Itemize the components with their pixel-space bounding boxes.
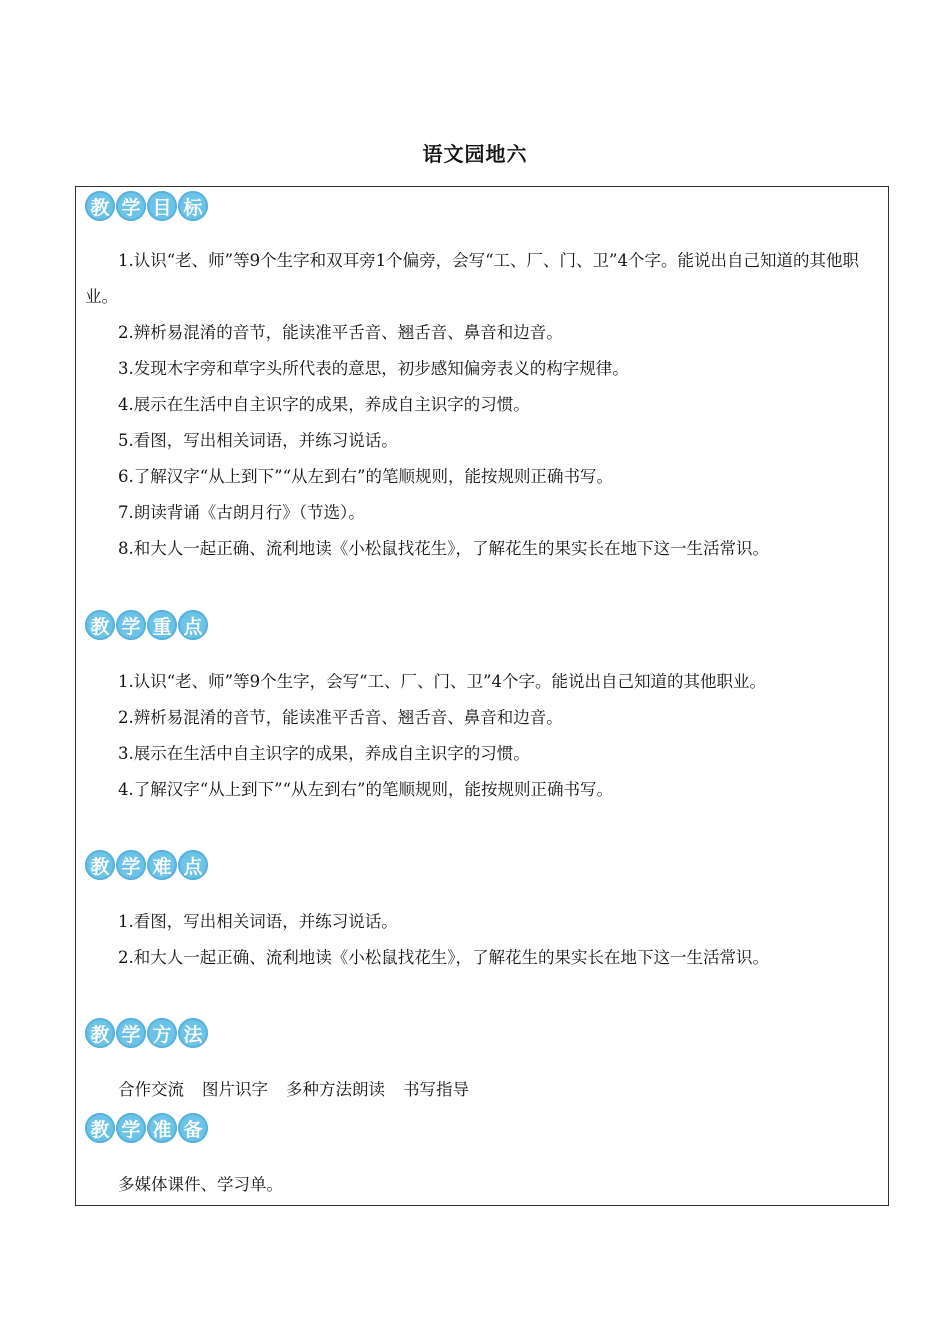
section-methods-header (85, 1016, 208, 1050)
badge-char: 点 (178, 850, 208, 880)
badge-char: 教 (85, 191, 115, 221)
section-difficulties-header (85, 848, 208, 882)
method-item: 多种方法朗读 (286, 1080, 385, 1099)
list-item: 3.展示在生活中自主识字的成果，养成自主识字的习惯。 (118, 744, 530, 763)
badge-char: 准 (147, 1113, 177, 1143)
badge-char: 学 (116, 850, 146, 880)
method-item: 图片识字 (202, 1080, 268, 1099)
key-points-badge (85, 608, 208, 642)
section-preparation-header (85, 1111, 208, 1145)
list-item: 7.朗读背诵《古朗月行》（节选）。 (118, 503, 365, 522)
list-item: 1.认识“老、师”等9个生字，会写“工、厂、门、卫”4个字。能说出自己知道的其他职业。 (118, 672, 766, 691)
badge-char: 学 (116, 1113, 146, 1143)
badge-char: 学 (116, 1018, 146, 1048)
difficulties-list (85, 904, 881, 976)
badge-char: 教 (85, 850, 115, 880)
list-item: 1.看图，写出相关词语，并练习说话。 (118, 912, 398, 931)
badge-char: 方 (147, 1018, 177, 1048)
badge-char: 教 (85, 1113, 115, 1143)
badge-char: 学 (116, 610, 146, 640)
list-item: 2.和大人一起正确、流利地读《小松鼠找花生》，了解花生的果实长在地下这一生活常识。 (118, 948, 769, 967)
list-item: 5.看图，写出相关词语，并练习说话。 (118, 431, 398, 450)
badge-char: 难 (147, 850, 177, 880)
section-goals-header (85, 189, 208, 223)
methods-list (85, 1072, 881, 1108)
page-title: 语文园地六 (422, 142, 528, 166)
list-item: 多媒体课件、学习单。 (118, 1175, 283, 1194)
badge-char: 备 (178, 1113, 208, 1143)
method-item: 书写指导 (403, 1080, 469, 1099)
list-item: 8.和大人一起正确、流利地读《小松鼠找花生》，了解花生的果实长在地下这一生活常识。 (118, 539, 769, 558)
method-item: 合作交流 (118, 1080, 184, 1099)
badge-char: 点 (178, 610, 208, 640)
badge-char: 教 (85, 1018, 115, 1048)
goals-list (85, 243, 881, 567)
list-item: 4.了解汉字“从上到下”“从左到右”的笔顺规则，能按规则正确书写。 (118, 780, 613, 799)
lesson-plan-table (75, 186, 889, 1206)
preparation-list (85, 1167, 881, 1203)
badge-char: 目 (147, 191, 177, 221)
section-key-points-header (85, 608, 208, 642)
list-item: 1.认识“老、师”等9个生字和双耳旁1个偏旁，会写“工、厂、门、卫”4个字。能说出自己知道的其他职业。 (85, 251, 859, 306)
difficulties-badge (85, 848, 208, 882)
goals-badge (85, 189, 208, 223)
badge-char: 标 (178, 191, 208, 221)
methods-badge (85, 1016, 208, 1050)
list-item: 4.展示在生活中自主识字的成果，养成自主识字的习惯。 (118, 395, 530, 414)
badge-char: 法 (178, 1018, 208, 1048)
preparation-badge (85, 1111, 208, 1145)
list-item: 2.辨析易混淆的音节，能读准平舌音、翘舌音、鼻音和边音。 (118, 323, 563, 342)
list-item: 2.辨析易混淆的音节，能读准平舌音、翘舌音、鼻音和边音。 (118, 708, 563, 727)
list-item: 6.了解汉字“从上到下”“从左到右”的笔顺规则，能按规则正确书写。 (118, 467, 613, 486)
key-points-list (85, 664, 881, 808)
badge-char: 学 (116, 191, 146, 221)
list-item: 3.发现木字旁和草字头所代表的意思，初步感知偏旁表义的构字规律。 (118, 359, 629, 378)
badge-char: 教 (85, 610, 115, 640)
badge-char: 重 (147, 610, 177, 640)
